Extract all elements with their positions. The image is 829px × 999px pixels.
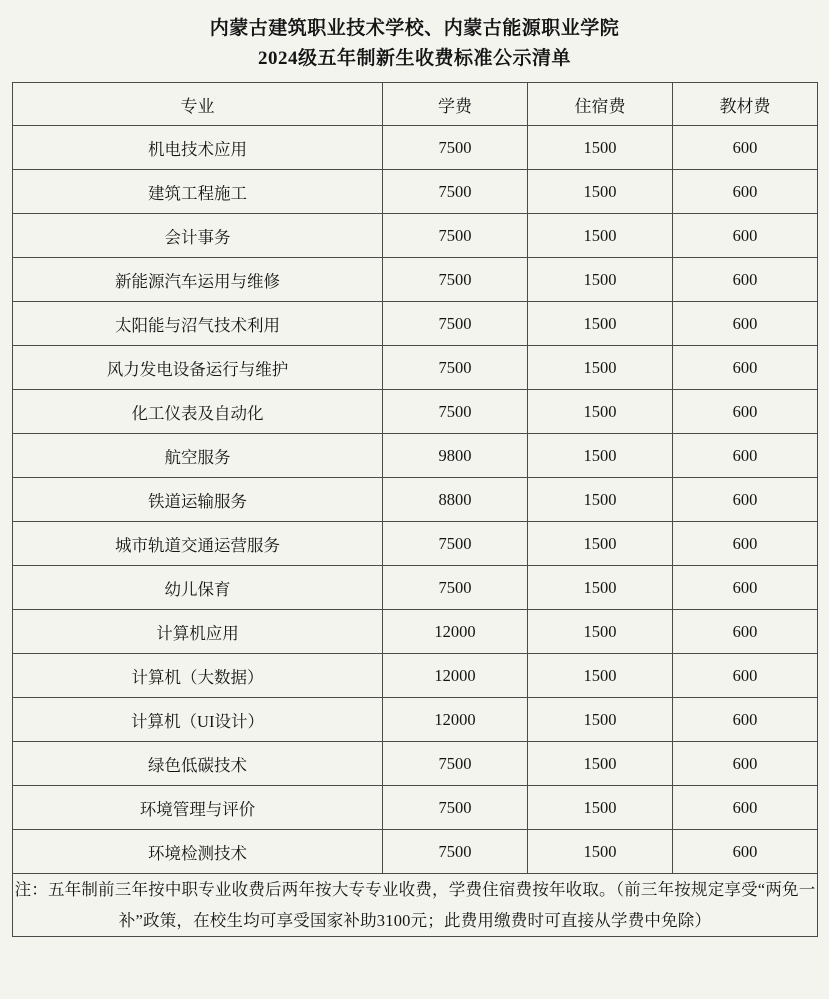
cell-dormitory: 1500 xyxy=(528,390,673,434)
cell-textbook: 600 xyxy=(673,478,818,522)
cell-textbook: 600 xyxy=(673,654,818,698)
table-row xyxy=(13,170,818,214)
cell-tuition: 9800 xyxy=(383,434,528,478)
cell-dormitory: 1500 xyxy=(528,830,673,874)
cell-major: 环境管理与评价 xyxy=(13,786,383,830)
cell-major: 机电技术应用 xyxy=(13,126,383,170)
cell-dormitory: 1500 xyxy=(528,214,673,258)
table-row xyxy=(13,522,818,566)
cell-major: 新能源汽车运用与维修 xyxy=(13,258,383,302)
cell-major: 风力发电设备运行与维护 xyxy=(13,346,383,390)
cell-textbook: 600 xyxy=(673,302,818,346)
column-header-textbook: 教材费 xyxy=(673,83,818,126)
cell-major: 幼儿保育 xyxy=(13,566,383,610)
cell-tuition: 7500 xyxy=(383,302,528,346)
cell-major: 太阳能与沼气技术利用 xyxy=(13,302,383,346)
cell-tuition: 7500 xyxy=(383,170,528,214)
note-text: 注：五年制前三年按中职专业收费后两年按大专专业收费，学费住宿费按年收取。（前三年按规定享受“两免一补”政策，在校生均可享受国家补助3100元；此费用缴费时可直接从学费中免除） xyxy=(14,880,816,930)
cell-textbook: 600 xyxy=(673,126,818,170)
cell-major: 计算机（UI设计） xyxy=(13,698,383,742)
cell-dormitory: 1500 xyxy=(528,170,673,214)
cell-tuition: 7500 xyxy=(383,786,528,830)
table-row xyxy=(13,302,818,346)
cell-tuition: 7500 xyxy=(383,566,528,610)
cell-dormitory: 1500 xyxy=(528,786,673,830)
table-header xyxy=(13,83,818,126)
table-row xyxy=(13,346,818,390)
cell-tuition: 8800 xyxy=(383,478,528,522)
cell-tuition: 7500 xyxy=(383,346,528,390)
cell-dormitory: 1500 xyxy=(528,302,673,346)
cell-dormitory: 1500 xyxy=(528,610,673,654)
cell-dormitory: 1500 xyxy=(528,258,673,302)
title-line-1: 内蒙古建筑职业技术学校、内蒙古能源职业学院 xyxy=(209,18,620,39)
cell-major: 会计事务 xyxy=(13,214,383,258)
cell-textbook: 600 xyxy=(673,522,818,566)
cell-tuition: 12000 xyxy=(383,698,528,742)
table-header-row xyxy=(13,83,818,126)
table-row xyxy=(13,434,818,478)
table-row xyxy=(13,126,818,170)
cell-dormitory: 1500 xyxy=(528,698,673,742)
table-row xyxy=(13,478,818,522)
cell-dormitory: 1500 xyxy=(528,566,673,610)
cell-tuition: 7500 xyxy=(383,830,528,874)
cell-textbook: 600 xyxy=(673,434,818,478)
cell-textbook: 600 xyxy=(673,390,818,434)
table-row xyxy=(13,654,818,698)
cell-tuition: 12000 xyxy=(383,610,528,654)
table-row xyxy=(13,786,818,830)
cell-major: 计算机应用 xyxy=(13,610,383,654)
cell-major: 建筑工程施工 xyxy=(13,170,383,214)
column-header-major: 专业 xyxy=(13,83,383,126)
table-note xyxy=(13,874,818,937)
cell-textbook: 600 xyxy=(673,346,818,390)
table-note-row xyxy=(13,874,818,937)
cell-dormitory: 1500 xyxy=(528,478,673,522)
cell-tuition: 7500 xyxy=(383,126,528,170)
cell-dormitory: 1500 xyxy=(528,654,673,698)
cell-dormitory: 1500 xyxy=(528,346,673,390)
table-row xyxy=(13,566,818,610)
document-title xyxy=(12,14,817,74)
cell-tuition: 12000 xyxy=(383,654,528,698)
cell-major: 化工仪表及自动化 xyxy=(13,390,383,434)
cell-major: 城市轨道交通运营服务 xyxy=(13,522,383,566)
cell-tuition: 7500 xyxy=(383,390,528,434)
cell-tuition: 7500 xyxy=(383,742,528,786)
cell-dormitory: 1500 xyxy=(528,742,673,786)
cell-major: 环境检测技术 xyxy=(13,830,383,874)
cell-textbook: 600 xyxy=(673,742,818,786)
column-header-dormitory: 住宿费 xyxy=(528,83,673,126)
cell-major: 绿色低碳技术 xyxy=(13,742,383,786)
cell-major: 铁道运输服务 xyxy=(13,478,383,522)
cell-textbook: 600 xyxy=(673,786,818,830)
title-line-2: 2024级五年制新生收费标准公示清单 xyxy=(257,48,571,69)
cell-major: 航空服务 xyxy=(13,434,383,478)
cell-tuition: 7500 xyxy=(383,258,528,302)
cell-tuition: 7500 xyxy=(383,522,528,566)
cell-textbook: 600 xyxy=(673,258,818,302)
table-row xyxy=(13,390,818,434)
column-header-tuition: 学费 xyxy=(383,83,528,126)
cell-textbook: 600 xyxy=(673,214,818,258)
cell-major: 计算机（大数据） xyxy=(13,654,383,698)
table-row xyxy=(13,742,818,786)
cell-textbook: 600 xyxy=(673,830,818,874)
table-row xyxy=(13,610,818,654)
cell-dormitory: 1500 xyxy=(528,522,673,566)
table-row xyxy=(13,830,818,874)
cell-textbook: 600 xyxy=(673,566,818,610)
table-body xyxy=(13,126,818,937)
cell-textbook: 600 xyxy=(673,698,818,742)
table-row xyxy=(13,258,818,302)
table-row xyxy=(13,698,818,742)
cell-textbook: 600 xyxy=(673,170,818,214)
fee-standard-table xyxy=(12,82,818,937)
cell-dormitory: 1500 xyxy=(528,126,673,170)
cell-dormitory: 1500 xyxy=(528,434,673,478)
table-row xyxy=(13,214,818,258)
cell-tuition: 7500 xyxy=(383,214,528,258)
cell-textbook: 600 xyxy=(673,610,818,654)
